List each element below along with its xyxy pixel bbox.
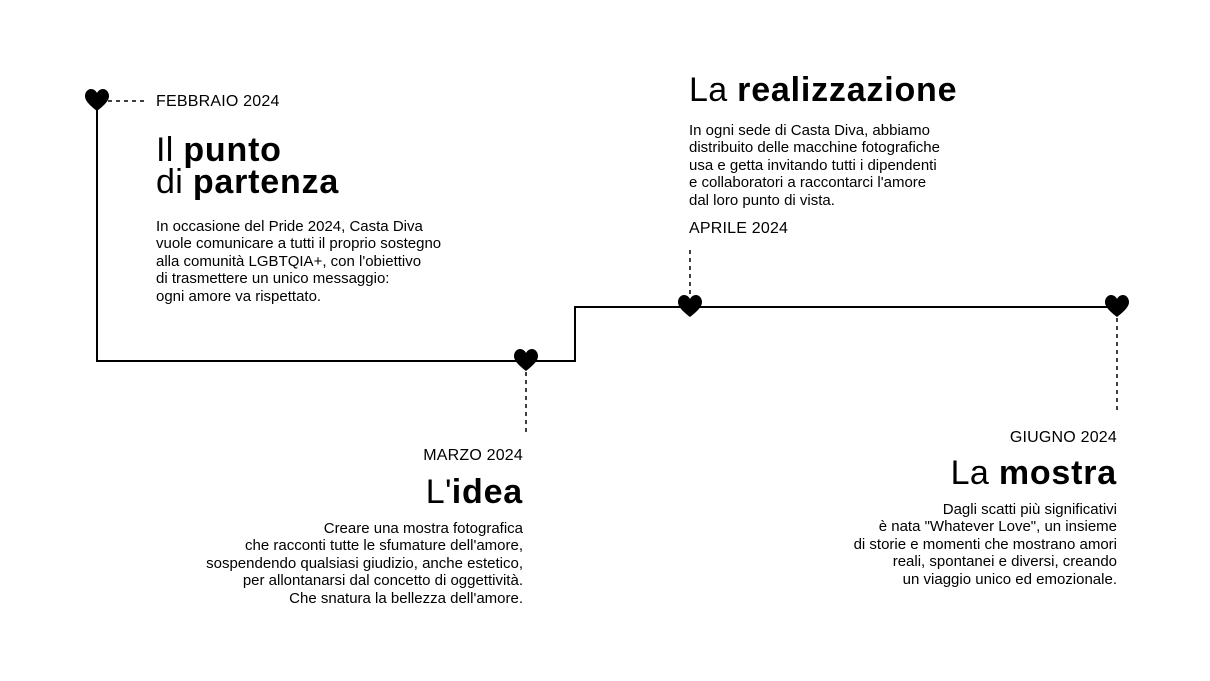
heart-icon-feb [85,89,109,111]
description-line: reali, spontanei e diversi, creando [892,553,1117,571]
description-line: che racconti tutte le sfumature dell'amore, [245,537,523,555]
title-light: La [689,71,728,109]
title-light: di [156,163,184,201]
milestone-description [689,122,957,209]
milestone-april [689,71,958,238]
description-line: usa e getta invitando tutti i dipendenti [689,156,937,174]
description-line: vuole comunicare a tutti il proprio sostegno [156,235,442,253]
milestone-february [156,93,441,305]
milestone-description [206,520,523,607]
title-light: La [950,454,990,492]
description-line: dal loro punto di vista. [689,191,835,209]
milestone-date: GIUGNO 2024 [1009,429,1117,446]
milestone-description [156,218,441,305]
milestone-date: APRILE 2024 [689,220,789,238]
title-bold: partenza [192,163,340,201]
milestone-title [689,71,958,109]
description-line: è nata "Whatever Love", un insieme [878,518,1117,536]
heart-icon-mar [514,349,538,371]
milestone-march [206,447,523,607]
description-line: alla comunità LGBTQIA+, con l'obiettivo [156,252,422,270]
description-line: di storie e momenti che mostrano amori [853,535,1117,553]
title-bold: mostra [998,454,1117,492]
milestone-description [854,501,1117,588]
title-bold: idea [451,473,523,511]
description-line: In ogni sede di Casta Diva, abbiamo [689,122,930,139]
milestone-title [206,473,523,511]
title-light: Il [156,131,174,169]
description-line: di trasmettere un unico messaggio: [156,270,390,288]
title-bold: punto [183,131,282,169]
description-line: un viaggio unico ed emozionale. [902,570,1117,588]
description-line: per allontanarsi dal concetto di oggettività. [242,572,523,590]
description-line: e collaboratori a raccontarci l'amore [689,174,927,192]
description-line: Che snatura la bellezza dell'amore. [289,589,523,607]
title-bold: realizzazione [737,71,958,109]
milestone-date: MARZO 2024 [423,447,523,464]
description-line: distribuito delle macchine fotografiche [689,139,940,157]
milestone-title [854,454,1117,492]
title-light: L' [425,473,452,511]
milestone-june [854,429,1117,588]
heart-icon-apr [678,295,702,317]
description-line: ogni amore va rispettato. [156,287,322,305]
description-line: Dagli scatti più significativi [942,501,1117,518]
description-line: Creare una mostra fotografica [323,520,523,537]
description-line: sospendendo qualsiasi giudizio, anche estetico, [206,554,523,572]
milestone-title [156,131,441,201]
milestone-date: FEBBRAIO 2024 [156,93,280,110]
heart-icon-jun [1105,295,1129,317]
description-line: In occasione del Pride 2024, Casta Diva [156,218,423,235]
